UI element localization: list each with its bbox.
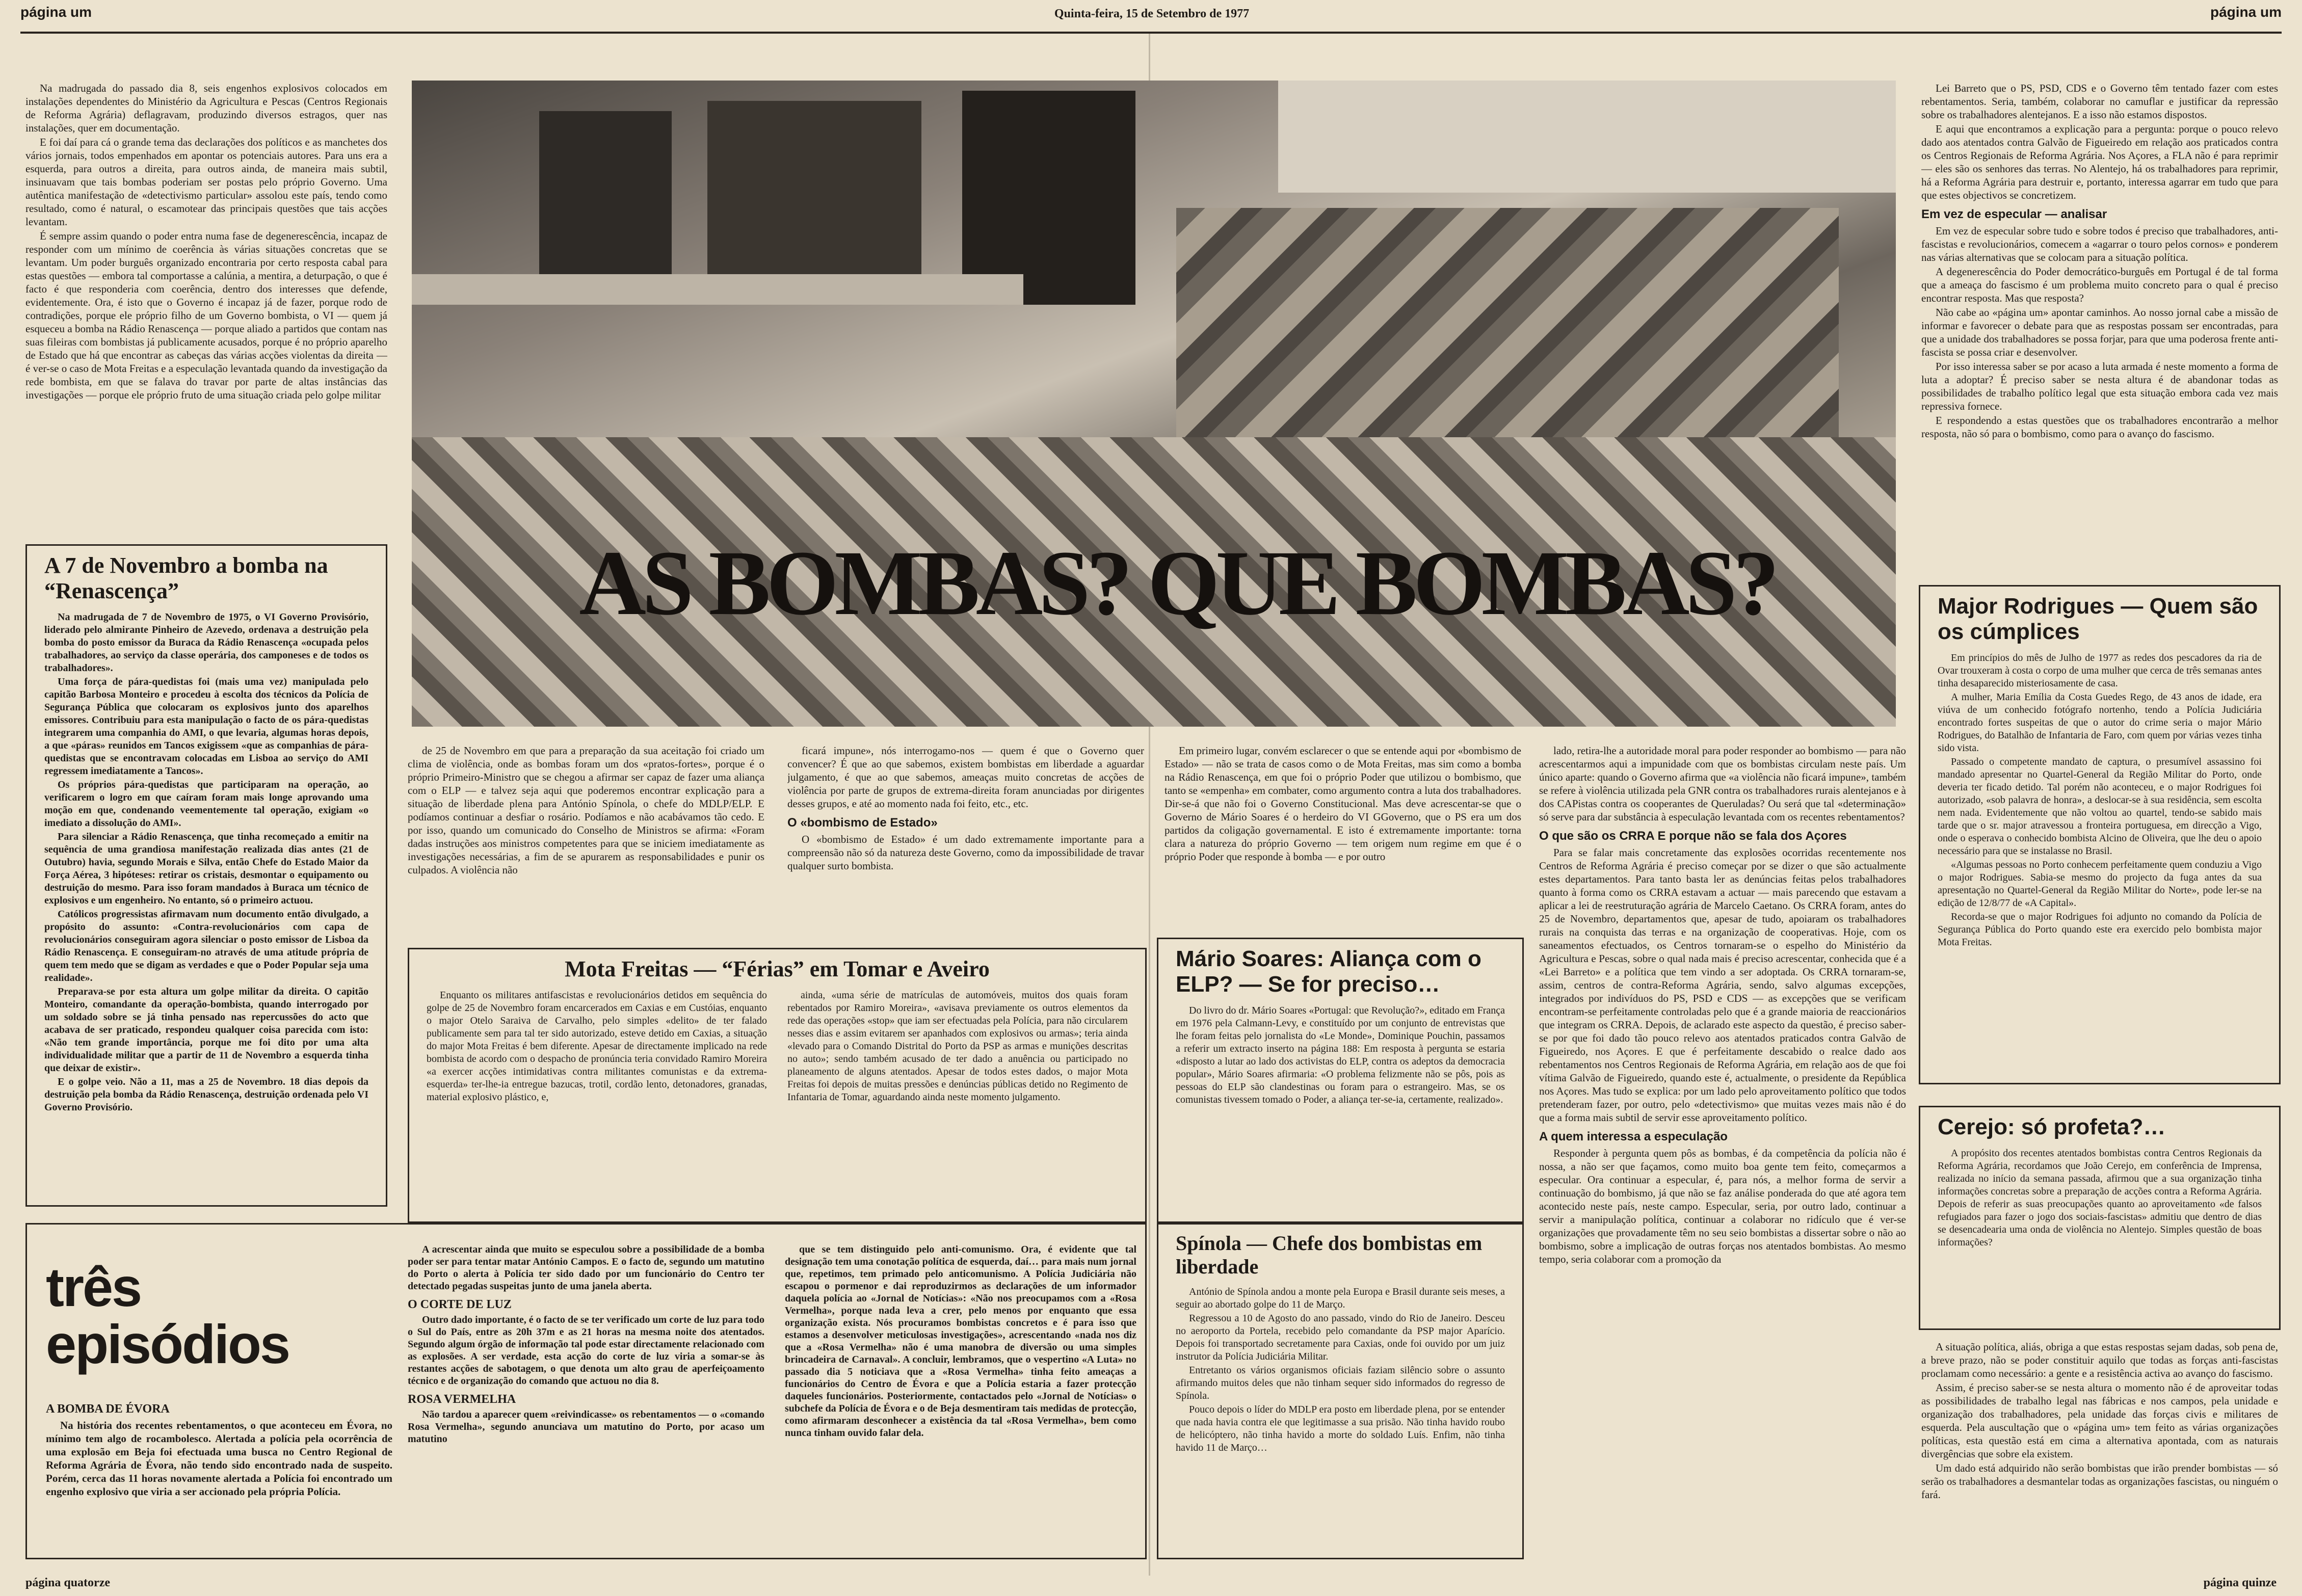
header-rule — [20, 32, 2282, 34]
article-text: Entretanto os vários organismos oficiais faziam silêncio sobre o assunto afirmando muitos deles que não tinham sequer sido informados do regresso de Spínola. — [1176, 1365, 1505, 1401]
title-line: três — [46, 1256, 141, 1318]
renascenca-paragraph: Católicos progressistas afirmavam num documento então divulgado, a propósito do assunto: «Contra-revolucionários com capa de revolucionários conseguiram agora silenciar o posto emissor de Lisboa da Rádio Renascença. E conseguiram-no através de uma atitude própria de quem tem medo que se digam as verdades e que o Poder Popular seja uma realidade». — [44, 909, 368, 983]
renascenca-paragraph: E o golpe veio. Não a 11, mas a 25 de Novembro. 18 dias depois da destruição pela bomba da Rádio Renascença, destruição ordenada pelo VI Governo Provisório. — [44, 1076, 368, 1113]
evora-subhead: A BOMBA DE ÉVORA — [46, 1402, 170, 1416]
right-column-bottom — [1921, 1340, 2278, 1559]
article-text: E respondendo a estas questões que os trabalhadores encontrarão a melhor resposta, não só para o bombismo, como para o avanço do fascismo. — [1921, 414, 2278, 440]
center-column-2 — [787, 744, 1144, 938]
folio-left: página um — [20, 4, 92, 20]
mario-soares-title: Mário Soares: Aliança com o ELP? — Se for preciso… — [1176, 946, 1481, 997]
article-text: A degenerescência do Poder democrático-burguês em Portugal é de tal forma que a ameaça do fascismo é um problema muito concreto para o qual é preciso encontrar resposta. Mas que resposta? — [1921, 265, 2278, 304]
article-text: Regressou a 10 de Agosto do ano passado, vindo do Rio de Janeiro. Desceu no aeroporto da Portela, recebido pelo comandante da PSP major Aparício. Depois foi transportado secretamente para Caxias, onde foi ouvido por um juiz instrutor da Polícia Judiciária Militar. — [1176, 1313, 1505, 1362]
article-text: E aqui que encontramos a explicação para a pergunta: porque o pouco relevo dado aos atentados contra Galvão de Figueiredo em relação aos praticados contra os Centros Regionais de Reforma Agrária. Nos Açores, a FLA não é para reprimir — eles são os senhores das terras. No Alentejo, há os trabalhadores para reprimir, há a Reforma Agrária para destruir e, portanto, interessa agarrar em tudo que para que estes objectivos se concretizem. — [1921, 123, 2278, 201]
article-text: Lei Barreto que o PS, PSD, CDS e o Governo têm tentado fazer com estes rebentamentos. Seria, também, colaborar no camuflar e justificar da repressão sobre os trabalhadores alentejanos. E a isso não estamos dispostos. — [1921, 82, 2278, 121]
intro-paragraph: Na madrugada do passado dia 8, seis engenhos explosivos colocados em instalações dependentes do Ministério da Agricultura e Pescas (Centros Regionais de Reforma Agrária) deflagravam, produzindo diversos estragos, quer nas instalações, quer em documentação. — [25, 82, 387, 134]
bombismo-subhead: O «bombismo de Estado» — [787, 816, 938, 830]
intro-paragraph: E foi daí para cá o grande tema das declarações dos políticos e as manchetes dos vários jornais, todos empenhados em apontar os potenciais autores. Para uns era a esquerda, para outros a direita, para outros ainda, de maneira mais subtil, insinuavam que tais bombas poderiam ser postas pelo próprio Governo. Uma autêntica manifestação de «detectivismo particular» assolou este país, tendo como resultado, como é natural, o escamotear das principais questões que tais acções levantam. — [25, 136, 387, 228]
article-text: Um dado está adquirido não serão bombistas que irão prender bombistas — só serão os trabalhadores a desmantelar todas as organizações fascistas, ou ninguém o fará. — [1921, 1462, 2278, 1501]
footer-folio-left: página quatorze — [25, 1576, 111, 1589]
issue-date: Quinta-feira, 15 de Setembro de 1977 — [1054, 7, 1250, 20]
renascenca-paragraph: Para silenciar a Rádio Renascença, que tinha recomeçado a emitir na sequência de uma grandiosa manifestação realizada dias antes (21 de Outubro) havia, segundo Morais e Silva, então Chefe do Estado Maior da Força Aérea, 3 hipóteses: retirar os cristais, desmontar o equipamento ou destruição do mesmo. Para isso foram mandados à Buraca um técnico de explosivos e um engenheiro. No entanto, só o primeiro actuou. — [44, 831, 368, 906]
rosa-vermelha-subhead: ROSA VERMELHA — [408, 1393, 516, 1406]
article-text: Pouco depois o líder do MDLP era posto em liberdade plena, por se entender que nada havia contra ele que legitimasse a sua prisão. Não tinha havido roubo de helicóptero, não tinha havido a morte do soldado Luís. Enfim, não tinha havido 11 de Março… — [1176, 1404, 1505, 1453]
article-text: lado, retira-lhe a autoridade moral para poder responder ao bombismo — para não acrescentarmos aqui a impunidade com que os bombistas circulam neste país. Um único aparte: quando o Governo afirma que «a violência não ficará impune», também se refere à violência utilizada pela GNR contra os trabalhadores rurais alentejanos e à dos CAPistas contra os cooperantes de Queruladas? Ou será que tal «determinação» só serve para dar substância à especulação levantada com os recentes rebentamentos? — [1539, 744, 1906, 823]
mota-freitas-box — [408, 948, 1147, 1223]
article-text: O «bombismo de Estado» é um dado extremamente importante para a compreensão não só da natureza deste Governo, como da impossibilidade de travar qualquer surto bombista. — [787, 833, 1144, 872]
renascenca-box — [25, 544, 387, 1207]
renascenca-paragraph: Uma força de pára-quedistas foi (mais uma vez) manipulada pelo capitão Barbosa Monteiro e procedeu à escolta dos técnicos da Polícia de Segurança Pública que colocaram os explosivos junto dos aparelhos emissores. Contribuiu para esta manipulação o facto de os pára-quedistas integrarem uma companhia do AMI, o que levaria, algumas horas depois, a que «páras» reunidos em Tancos exigissem «que as companhias de pára-quedistas que se encontravam colocadas em Lisboa ao serviço do AMI regressem imediatamente a Tancos». — [44, 676, 368, 777]
article-text: A situação política, aliás, obriga a que estas respostas sejam dadas, sob pena de, a breve prazo, não se poder constituir aquilo que todas as forças anti-fascistas proclamam como necessário: a gente e a resistência activa ao avanço do fascismo. — [1921, 1341, 2278, 1379]
main-headline: AS BOMBAS? QUE BOMBAS? — [579, 532, 1776, 634]
right-column-top — [1921, 82, 2278, 571]
renascenca-title: A 7 de Novembro a bomba na “Renascença” — [44, 553, 328, 603]
especular-subhead: Em vez de especular — analisar — [1921, 207, 2107, 221]
article-text: Passado o competente mandato de captura, o presumível assassino foi mandado apresentar no Quartel-General da Região Militar do Porto, onde deveria ter ficado detido. Tal porém não aconteceu, e o major Rodrigues foi autorizado, «sob palavra de honra», a deslocar-se à sua residência, sem escolta nem nada. Evidentemente que não voltou ao quartel, tendo-se sabido mais tarde que o sr. major atravessou a fronteira portuguesa, em direcção a Vigo, onde o esperava o conhecido bombista Alcino de Oliveira, que lhe deu o apoio necessário para que se instalasse no Brasil. — [1938, 756, 2262, 857]
folio-right: página um — [2210, 4, 2282, 20]
footer-folio-right: página quinze — [2203, 1576, 2277, 1589]
cerejo-box — [1919, 1106, 2281, 1330]
article-text: A propósito dos recentes atentados bombistas contra Centros Regionais da Reforma Agrária, recordamos que João Cerejo, em conferência de Imprensa, realizada no início da semana passada, afirmou que a sua organização tinha informações concretas sobre a preparação de acções contra a Reforma Agrária. Depois de referir as suas preocupações quanto ao aproveitamento «de falsos refugiados para fazer o jogo dos sociais-fascistas» admitiu que dentro de dias se desencadearia uma onda de violência no Alentejo. Simples questão de boas informações? — [1938, 1148, 2262, 1248]
article-text: Enquanto os militares antifascistas e revolucionários detidos em sequência do golpe de 25 de Novembro foram encarcerados em Caxias e em Custóias, enquanto o major Otelo Saraiva de Carvalho, pelo simples «delito» de ter falado publicamente sem para tal ter sido autorizado, esteve detido em Caxias, a situação do major Mota Freitas é bem diferente. Apesar de directamente implicado na rede bombista de acordo com o despacho de pronúncia teria convidado Ramiro Moreira «a exercer acções intimidativas contra militantes comunistas e da extrema-esquerda» ter-lhe-ia entregue bazucas, trotil, cordão lento, detonadores, granadas, material explosivo plástico, e, — [427, 990, 767, 1103]
corte-luz-subhead: O CORTE DE LUZ — [408, 1298, 512, 1311]
article-text: Para se falar mais concretamente das explosões ocorridas recentemente nos Centros de Reforma Agrária é preciso começar por se dizer o que são actualmente estes departamentos. Para tanto basta ler as denúncias feitas pelos trabalhadores quanto à forma como os CRRA estavam a actuar — mais parecendo que estavam a aplicar a lei de reestruturação agrária de Marcelo Caetano. Os CRRA foram, antes do 25 de Novembro, departamentos que, apesar de tudo, apoiaram os trabalhadores rurais na conquista das terras e na organização de cooperativas. Hoje, com os saneamentos efectuados, os Centros tornaram-se o espelho do Ministério da Agricultura e Pescas, sobre o qual nada mais é preciso acrescentar, conhecida que é a «Lei Barreto» e a política que tem vindo a ser adoptada. Os CRRA tornaram-se, assim, centros de contra-Reforma Agrária, sendo, salvo algumas excepções, integrados por indivíduos do PS, PSD e CDS — as excepções que se verificam encontram-se perfeitamente controladas pelo que é a grande maioria de reaccionários que integram os CRRA. Depois, de aclarado este aspecto da questão, é preciso saber-se por que foi dado tão pouco relevo aos atentados praticados contra Galvão de Figueiredo, nos Açores. E que é perfeitamente descabido o realce dado aos rebentamentos nos Centros Regionais de Reforma Agrária, em relação aos de que foi vítima Galvão de Figueiredo, quando este é, actualmente, o presidente da República nos Açores. Mas tudo se explica: por um lado pelo aproveitamento político que todos pretenderam fazer, por outro, pelo «detectivismo» que muitas vezes mais não é do que a forma mais subtil de servir esse aproveitamento político. — [1539, 846, 1906, 1124]
article-text: Em princípios do mês de Julho de 1977 as redes dos pescadores da ria de Ovar trouxeram à costa o corpo de uma mulher que cerca de três semanas antes tinha desaparecido misteriosamente de casa. — [1938, 652, 2262, 689]
article-text: António de Spínola andou a monte pela Europa e Brasil durante seis meses, a seguir ao abortado golpe do 11 de Março. — [1176, 1286, 1505, 1310]
major-rodrigues-box — [1919, 585, 2281, 1084]
article-text: «Algumas pessoas no Porto conhecem perfeitamente quem conduziu a Vigo o major Rodrigues. Sabia-se mesmo do projecto da fuga antes da sua apresentação no Quartel-General da Região Militar do Norte», pode ler-se na edição de 12/8/77 de «A Capital». — [1938, 859, 2262, 909]
article-text: Em vez de especular sobre tudo e sobre todos é preciso que trabalhadores, anti-fascistas e revolucionários, comecem a «agarrar o touro pelos cornos» e ponderem nas várias alternativas que se colocam para a situação política. — [1921, 225, 2278, 263]
intro-column — [25, 82, 387, 535]
renascenca-paragraph: Os próprios pára-quedistas que participaram na operação, ao verificarem o logro em que caíram foram mais longe aprovando uma moção em que, condenando veementemente tal operação, exigiam «o imediato a dissolução do AMI». — [44, 779, 368, 829]
episodios-column-2 — [408, 1243, 764, 1549]
tres-episodios-title — [46, 1256, 289, 1375]
article-text: Na história dos recentes rebentamentos, o que aconteceu em Évora, no mínimo tem algo de rocambolesco. Alertada a polícia pela ocorrência de uma explosão em Beja foi efectuada uma busca no Centro Regional de Reforma Agrária de Évora, não tendo sido encontrado nada de suspeito. Porém, cerca das 11 horas novamente alertada a Polícia foi encontrado um engenho explosivo que viria a ser accionado pela própria Polícia. — [46, 1419, 392, 1498]
article-text: Responder à pergunta quem pôs as bombas, é da competência da polícia não é nossa, a não ser que façamos, como muito boa gente tem feito, começarmos a especular. Ora continuar a especular, é, para nós, a melhor forma de servir a continuação do bombismo, já que não se faz análise ponderada do que até agora tem acontecido neste país, neste campo. Especular, seria, por outro lado, continuar a servir a manipulação política, continuar a colaborar no ridículo que é ver-se organizações que provadamente têm no seu seio bombistas a dissertar sobre o não ao bombismo, sobre a implicação de outras forças nos atentados bombistas. Ao mesmo tempo, seria colaborar com a promoção da — [1539, 1147, 1906, 1265]
mota-freitas-title: Mota Freitas — “Férias” em Tomar e Aveiro — [565, 956, 990, 981]
mario-soares-box — [1157, 938, 1524, 1223]
title-line: episódios — [46, 1313, 289, 1375]
renascenca-paragraph: Na madrugada de 7 de Novembro de 1975, o VI Governo Provisório, liderado pelo almirante Pinheiro de Azevedo, ordenava a destruição pela bomba do posto emissor da Buraca da Rádio Renascença «ocupada pelos trabalhadores, ao serviço da classe operária, dos camponeses e de todos os trabalhadores». — [44, 611, 368, 674]
crra-subhead: O que são os CRRA E porque não se fala dos Açores — [1539, 829, 1847, 843]
especulacao-subhead: A quem interessa a especulação — [1539, 1130, 1728, 1143]
article-text: Outro dado importante, é o facto de se ter verificado um corte de luz para todo o Sul do País, entre as 20h 37m e as 21 horas na mesma noite dos atentados. Segundo algum órgão de informação tal pode estar directamente relacionado com as explosões. A ser verdade, esta acção do corte de luz viria a somar-se às restantes acções de sabotagem, o que denota um alto grau de aperfeiçoamento técnico e de organização do comando que actuou no dia 8. — [408, 1314, 764, 1387]
renascenca-paragraph: Preparava-se por esta altura um golpe militar da direita. O capitão Monteiro, comandante da operação-bombista, quando interrogado por um soldado sobre se já tinha pensado nas repercussões do acto que acabava de ser praticado, respondeu qualquer coisa parecida com isto: «Não tem grande importância, porque me foi dito por uma alta individualidade militar que a partir de 11 de Novembro a esquerda tinha que deixar de existir». — [44, 986, 368, 1074]
article-text: A mulher, Maria Emília da Costa Guedes Rego, de 43 anos de idade, era viúva de um conhecido fotógrafo nortenho, tendo a Polícia Judiciária encontrado fortes suspeitas de que o autor do crime seria o major Mário Rodrigues, do Batalhão de Infantaria de Faro, com quem por várias vezes tinha sido vista. — [1938, 691, 2262, 754]
article-text: Não tardou a aparecer quem «reivindicasse» os rebentamentos — o «comando Rosa Vermelha», segundo anunciava um matutino do Porto, por acaso um matutino — [408, 1409, 764, 1445]
spinola-title: Spínola — Chefe dos bombistas em liberdade — [1176, 1232, 1483, 1278]
center-column-4 — [1539, 744, 1906, 1580]
article-text: Assim, é preciso saber-se se nesta altura o momento não é de aproveitar todas as possibilidades de trabalho legal nas fábricas e nos campos, pela unidade e organização dos trabalhadores, pela unidade das forças civis e militares de esquerda. Pela auscultação que o «página um» tem feito as várias organizações políticas, esta questão está em cima a alternativa apontada, com as naturais divergências que sobre ela existem. — [1921, 1381, 2278, 1460]
article-text: de 25 de Novembro em que para a preparação da sua aceitação foi criado um clima de violência, onde as bombas foram um dos «pratos-fortes», porque é o próprio Primeiro-Ministro que se chegou a afirmar ser capaz de fazer uma aliança com o ELP — e talvez seja aqui que poderemos encontrar explicação para a situação de liberdade plena para António Spínola, o chefe do MDLP/ELP. E podíamos continuar a desfiar o rosário. Podíamos e não acabávamos tão cedo. E por isso, quando um comunicado do Conselho de Ministros se afirma: «Foram dadas instruções aos ministros competentes para que se iniciem imediatamente as investigações necessárias, a fim de se apurarem as responsabilidades e punir os culpados. A violência não — [408, 744, 764, 876]
article-text: Do livro do dr. Mário Soares «Portugal: que Revolução?», editado em França em 1976 pela Calmann-Levy, e constituído por um conjunto de entrevistas que lhe foram feitas pelo jornalista do «Le Monde», Dominique Pouchin, passamos a referir um extracto inserto na página 188: Em resposta à pergunta se estaria «disposto a lutar ao lado dos activistas do ELP, contra os adeptos da democracia popular», Mário Soares afirmaria: «O problema felizmente não se pôs, pois as pessoas do ELP são clandestinas ou foram para o estrangeiro. Mas, se os comunistas tivessem tomado o Poder, a aliança ter-se-ia, certamente, realizado». — [1176, 1005, 1505, 1105]
cerejo-title: Cerejo: só profeta?… — [1938, 1114, 2166, 1139]
article-text: ficará impune», nós interrogamo-nos — quem é que o Governo quer convencer? É que ao que sabemos, existem bombistas em liberdade a aguardar julgamento, é que ao que sabemos, ameaças muito concretas de acções de violência por parte de grupos de extrema-direita foram anunciadas por dirigentes desses grupos, e até ao momento nada foi feito, etc., etc. — [787, 744, 1144, 810]
episodios-column-3 — [785, 1243, 1136, 1549]
article-text: A acrescentar ainda que muito se especulou sobre a possibilidade de a bomba poder ser para tentar matar António Campos. E o facto de, segundo um matutino do Porto o alerta à Polícia ter sido dado por um funcionário do Centro ter detectado pegadas suspeitas junto de uma janela aberta. — [408, 1244, 764, 1292]
center-column-3 — [1165, 744, 1521, 938]
article-text: ainda, «uma série de matrículas de automóveis, muitos dos quais foram rebentados por Ramiro Moreira», «avisava previamente os outros elementos da rede das operações «stop» que iam ser efectuadas pela Polícia, para não circularem nesses dias e assim evitarem ser apanhados com explosivos ou armas»; teria ainda «levado para o Comando Distrital do Porto da PSP as armas e munições descritas no auto»; sendo também acusado de ter dado a anuência ou participado no planeamento de alguns atentados. Apesar de todos estes dados, o major Mota Freitas foi depois de muitas pressões e denúncias públicas detido no Regimento de Infantaria de Tomar, aguardando ainda neste momento julgamento. — [787, 990, 1128, 1103]
article-text: Por isso interessa saber se por acaso a luta armada é neste momento a forma de luta a adoptar? É preciso saber se nesta altura é de abandonar todas as possibilidades de trabalho político legal que esta situação embora cada vez mais repressiva fornece. — [1921, 360, 2278, 412]
article-text: Em primeiro lugar, convém esclarecer o que se entende aqui por «bombismo de Estado» — não se trata de casos como o de Mota Freitas, mas sim como a bomba na Rádio Renascença, em que foi o próprio Poder que utilizou o bombismo, que tanto se «empenha» em combater, como argumento contra a luta dos trabalhadores. Dir-se-á que não foi o Governo Constitucional. Mas deve acrescentar-se que o Governo de Mário Soares é o herdeiro do VI GGoverno, que o PS era um dos partidos da coligação governamental. E isto é extremamente importante: torna clara a natureza do próprio Governo — tem origem num regime em que é o próprio Poder que responde à bomba — e por outro — [1165, 744, 1521, 863]
major-rodrigues-title: Major Rodrigues — Quem são os cúmplices — [1938, 594, 2258, 644]
center-column-1 — [408, 744, 764, 938]
article-text: que se tem distinguido pelo anti-comunismo. Ora, é evidente que tal designação tem uma conotação política de esquerda, daí… para mais num jornal que, repetimos, tem primado pelo anticomunismo. A Polícia Judiciária não escapou o pormenor e dai reproduzirmos as declarações de um informador daquela polícia ao «Jornal de Notícias»: «Não nos preocupamos com a «Rosa Vermelha», porque nada leva a crer, pelo menos por enquanto que essa organização exista. Nós procuramos bombistas concretos e é para isso que estamos a desenvolver meticulosas investigações», acrescentando «nada nos diz que a «Rosa Vermelha» não é uma manobra de diversão ou uma simples brincadeira de Carnaval». A concluir, lembramos, que o vespertino «A Luta» no passado dia 5 noticiava que a «Rosa Vermelha» tinha feito ameaças a funcionários do Centro de Évora e que a Polícia estaria a fazer protecção daqueles funcionários. Posteriormente, contactados pelo «Jornal de Notícias» o subchefe da Polícia de Évora e o de Beja desmentiram tais medidas de protecção, como afirmaram desconhecer a existência da tal «Rosa Vermelha», bem como nunca tinham ouvido falar dela. — [785, 1244, 1136, 1439]
evora-column — [46, 1396, 392, 1549]
intro-paragraph: É sempre assim quando o poder entra numa fase de degenerescência, incapaz de responder com um mínimo de coerência às várias situações concretas que se levantam. Um poder burguês organizado encontraria por certo resposta cabal para estas questões — embora tal comportasse a calúnia, a mentira, a deturpação, o que é facto é que responderia com coerência, dentro dos interesses que defende, evidentemente. Ora, é isto que o Governo é incapaz já de fazer, porque rodo de contradições, porque ele próprio filho de um Governo bombista, o VI — quem já esqueceu a bomba na Rádio Renascença — porque aliado a partidos que contam nas suas fileiras com bombistas já publicamente acusados, porque é no próprio aparelho de Estado que há que encontrar as cabeças das várias acções violentas da direita — é ver-se o caso de Mota Freitas e a especulação levantada quando da investigação da rede bombista, em que se falava do travar por parte de altas instâncias das investigações — porque ele próprio fruto de uma situação criada pelo golpe militar — [25, 230, 387, 401]
spinola-box — [1157, 1223, 1524, 1559]
article-text: Não cabe ao «página um» apontar caminhos. Ao nosso jornal cabe a missão de informar e favorecer o debate para que as respostas possam ser encontradas, para que a unidade dos trabalhadores se possa forjar, para que uma poderosa frente anti-fascista se possa criar e desenvolver. — [1921, 306, 2278, 358]
article-text: Recorda-se que o major Rodrigues foi adjunto no comando da Polícia de Segurança Pública do Porto quando este era exercido pelo bombista major Mota Freitas. — [1938, 911, 2262, 948]
